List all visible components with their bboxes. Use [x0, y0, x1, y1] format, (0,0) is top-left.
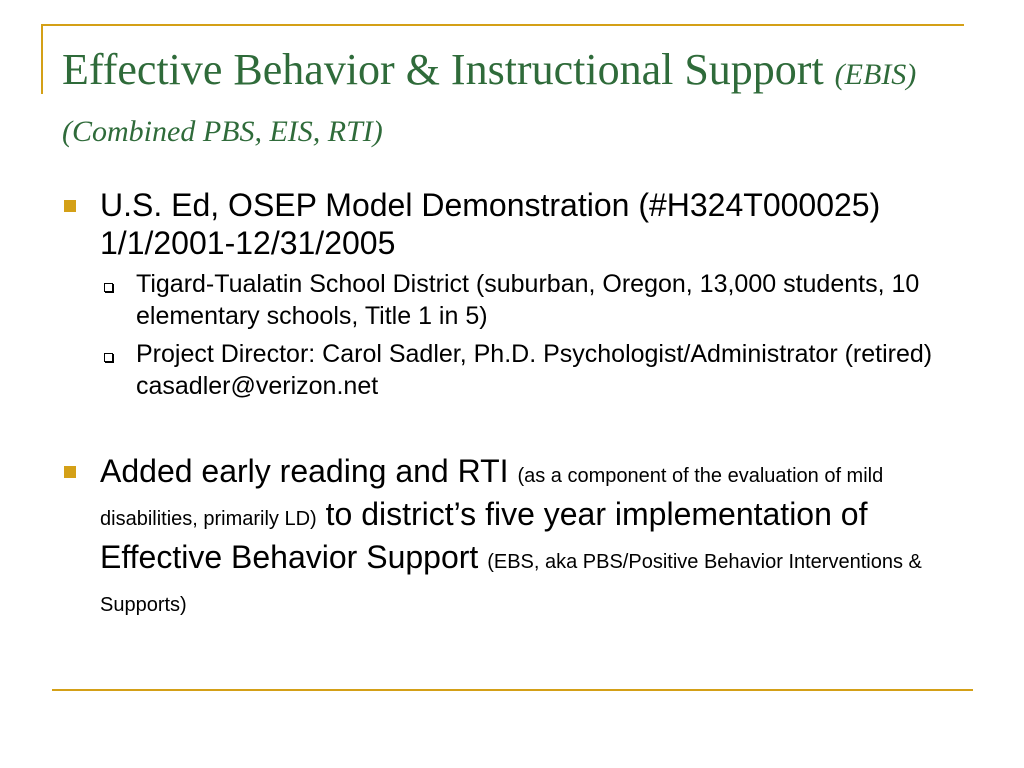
title-main: Effective Behavior & Instructional Support: [62, 45, 824, 94]
bullet-text: U.S. Ed, OSEP Model Demonstration (#H324T000025) 1/1/2001-12/31/2005: [100, 187, 881, 261]
left-border-line: [41, 24, 43, 94]
bullet-text-part4: (EBS, aka PBS/Positive Behavior Interventions & Supports): [100, 551, 922, 616]
slide-content: [62, 186, 962, 624]
sub-bullet-text: Tigard-Tualatin School District (suburban, Oregon, 13,000 students, 10 elementary schools, Title 1 in 5): [136, 270, 920, 330]
bullet-rti: [62, 452, 962, 624]
bullet-text-part2: (as a component of the evaluation of mild disabilities, primarily LD): [100, 465, 884, 530]
slide-title: [62, 44, 982, 158]
bullet-text-part1: Added early reading and RTI: [100, 453, 509, 489]
bullet-square-icon: [64, 466, 76, 478]
sub-bullet-text: Project Director: Carol Sadler, Ph.D. Psychologist/Administrator (retired) casadler@verizon.net: [136, 340, 933, 400]
bullet-text-part3: to district’s five year implementation of Effective Behavior Support: [100, 496, 868, 575]
bottom-border-line: [52, 689, 973, 691]
bullet-square-icon: [64, 200, 76, 212]
hollow-square-icon: [104, 353, 113, 362]
title-subtitle: (EBIS) (Combined PBS, EIS, RTI): [62, 58, 917, 148]
hollow-square-icon: [104, 283, 113, 292]
top-border-line: [42, 24, 964, 26]
sub-bullet-list: [62, 268, 962, 402]
sub-bullet-director: [62, 338, 962, 402]
sub-bullet-district: [62, 268, 962, 332]
bullet-osep: [62, 186, 962, 262]
